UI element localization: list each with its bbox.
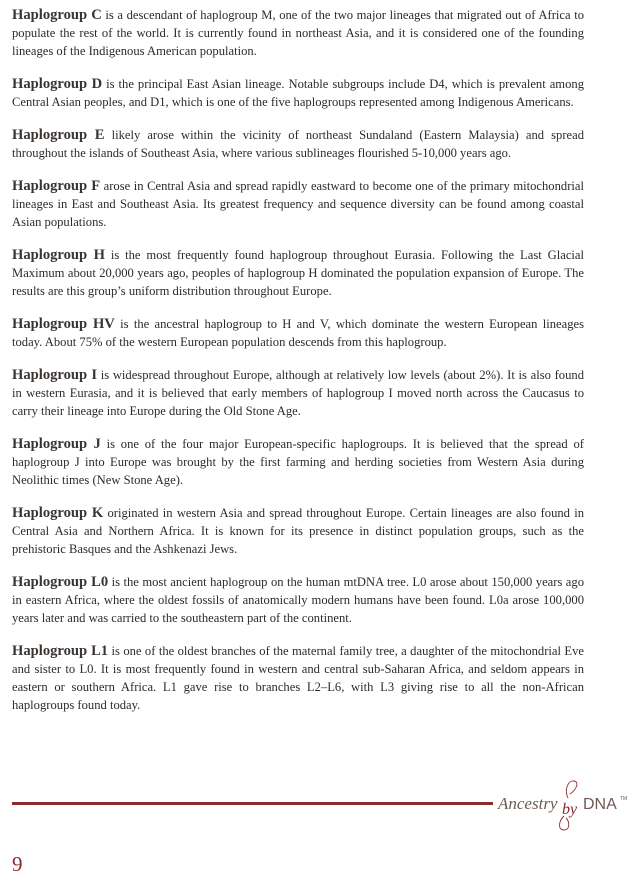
entry-haplogroup-l0 <box>12 573 584 627</box>
document-body <box>12 6 584 729</box>
entry-haplogroup-i <box>12 366 584 420</box>
entry-haplogroup-l1 <box>12 642 584 714</box>
logo-by-text: by <box>562 801 578 818</box>
entry-text: originated in western Asia and spread throughout Europe. Certain lineages are also found in Central Asia and Northern Africa. It is known for its presence in distinct population groups, such as the prehistoric Basques and the Ashkenazi Jews. <box>12 506 584 556</box>
entry-haplogroup-c <box>12 6 584 60</box>
entry-heading: Haplogroup L1 <box>12 643 109 659</box>
entry-heading: Haplogroup H <box>12 247 105 263</box>
entry-haplogroup-j <box>12 435 584 489</box>
entry-text: is the principal East Asian lineage. Notable subgroups include D4, which is prevalent among Central Asian peoples, and D1, which is one of the five haplogroups represented among Indigenous Americans. <box>12 77 584 109</box>
entry-heading: Haplogroup HV <box>12 316 115 332</box>
entry-text: is one of the oldest branches of the maternal family tree, a daughter of the mitochondrial Eve and sister to L0. It is most frequently found in western and central sub-Saharan Africa, and seldom appears in eastern or southern Africa. L1 gave rise to branches L2–L6, with L3 giving rise to all the non-African haplogroups found today. <box>12 644 584 712</box>
entry-text: arose in Central Asia and spread rapidly eastward to become one of the primary mitochondrial lineages in East and Southeast Asia. Its greatest frequency and sequence diversity can be found among coastal Asian populations. <box>12 179 584 229</box>
entry-heading: Haplogroup D <box>12 76 103 92</box>
logo-dna-text: DNA <box>583 796 617 813</box>
footer-divider <box>12 802 493 805</box>
entry-text: is widespread throughout Europe, although at relatively low levels (about 2%). It is also found in western Eurasia, and it is believed that early members of haplogroup I moved north across the Caucasus to carry their lineage into Europe during the Old Stone Age. <box>12 368 584 418</box>
entry-heading: Haplogroup E <box>12 127 105 143</box>
logo-ancestry-text: Ancestry <box>498 794 558 813</box>
entry-haplogroup-hv <box>12 315 584 351</box>
entry-text: is one of the four major European-specific haplogroups. It is believed that the spread of haplogroup J into Europe was brought by the first farming and herding societies from Western Asia during Neolithic times (New Stone Age). <box>12 437 584 487</box>
entry-heading: Haplogroup I <box>12 367 98 383</box>
entry-haplogroup-k <box>12 504 584 558</box>
entry-text: is the most ancient haplogroup on the human mtDNA tree. L0 arose about 150,000 years ago in eastern Africa, where the oldest fossils of anatomically modern humans have been found. L0a arose 100,000 years later and was carried to the southeastern part of the continent. <box>12 575 584 625</box>
page-number: 9 <box>12 852 23 876</box>
entry-heading: Haplogroup K <box>12 505 104 521</box>
entry-haplogroup-h <box>12 246 584 300</box>
entry-text: is a descendant of haplogroup M, one of the two major lineages that migrated out of Africa to populate the rest of the world. It is currently found in northeast Asia, and it is considered one of the founding lineages of the Indigenous American population. <box>12 8 584 58</box>
entry-haplogroup-f <box>12 177 584 231</box>
entry-haplogroup-d <box>12 75 584 111</box>
ancestry-by-dna-logo <box>494 778 630 832</box>
entry-heading: Haplogroup L0 <box>12 574 109 590</box>
entry-text: likely arose within the vicinity of northeast Sundaland (Eastern Malaysia) and spread throughout the islands of Southeast Asia, where various sublineages flourished 5-10,000 years ago. <box>12 128 584 160</box>
logo-tm-text: TM <box>620 796 628 802</box>
entry-text: is the ancestral haplogroup to H and V, which dominate the western European lineages today. About 75% of the western European population descends from this haplogroup. <box>12 317 584 349</box>
entry-heading: Haplogroup C <box>12 7 102 23</box>
entry-heading: Haplogroup F <box>12 178 101 194</box>
entry-heading: Haplogroup J <box>12 436 101 452</box>
entry-text: is the most frequently found haplogroup throughout Eurasia. Following the Last Glacial Maximum about 20,000 years ago, peoples of haplogroup H dominated the population expansion of Europe. The results are this group’s uniform distribution throughout Europe. <box>12 248 584 298</box>
entry-haplogroup-e <box>12 126 584 162</box>
